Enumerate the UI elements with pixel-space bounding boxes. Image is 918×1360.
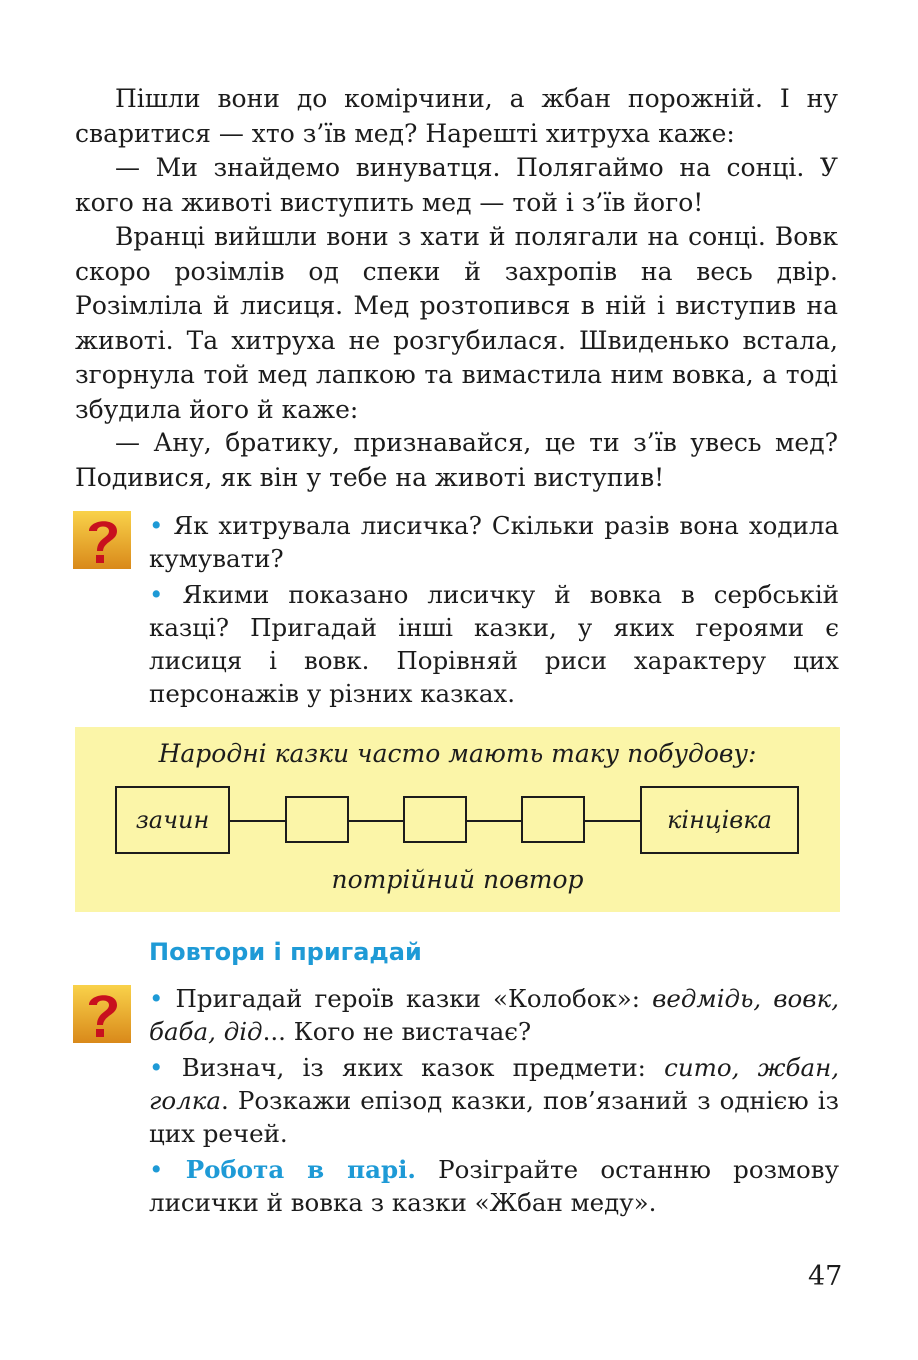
question-item: • Визнач, із яких казок предмети: сито, жбан, голка. Розкажи епізод казки, пов’язаний з однією із цих речей. bbox=[149, 1053, 839, 1148]
section-heading: Повтори і пригадай bbox=[149, 938, 422, 966]
question-item: • Робота в парі. Розіграйте останню розмову лисички й вовка з казки «Жбан меду». bbox=[149, 1155, 839, 1217]
start-box: зачин bbox=[115, 786, 230, 854]
question-mark-icon bbox=[73, 511, 131, 569]
repeat-box-3 bbox=[521, 796, 585, 843]
connector-line bbox=[349, 820, 404, 822]
paragraph-3: Вранці вийшли вони з хати й полягали на сонці. Вовк скоро розімлів од спеки й захропів на весь двір. Розімліла й лисиця. Мед розтопився в ній і виступив на животі. Та хитруха не розгубилася. Швиденько встала, згорнула той мед лапкою та вимастила ним вовка, а тоді збудила його й каже: bbox=[75, 222, 838, 424]
pair-work-label: Робота в парі. bbox=[185, 1155, 416, 1184]
question-item: • Якими показано лисичку й вовка в сербській казці? Пригадай інші казки, у яких героями є лисиця і вовк. Порівняй риси характеру цих персонажів у різних казках. bbox=[149, 580, 840, 708]
repeat-box-2 bbox=[403, 796, 467, 843]
paragraph-4: — Ану, братику, признавайся, це ти з’їв увесь мед? Подивися, як він у тебе на животі виступив! bbox=[75, 428, 838, 492]
questions-block-2 bbox=[149, 982, 839, 1219]
end-box: кінцівка bbox=[640, 786, 799, 854]
questions-block-1 bbox=[149, 509, 839, 710]
diagram-title: Народні казки часто мають таку побудову: bbox=[158, 739, 757, 768]
connector-line bbox=[467, 820, 522, 822]
diagram-footer: потрійний повтор bbox=[331, 865, 584, 894]
question-item: • Як хитрувала лисичка? Скільки разів вона ходила кумувати? bbox=[149, 511, 839, 573]
connector-line bbox=[585, 820, 641, 822]
paragraph-2: — Ми знайдемо винуватця. Полягаймо на сонці. У кого на животі виступить мед — той і з’їв його! bbox=[75, 153, 838, 217]
connector-line bbox=[230, 820, 286, 822]
question-mark-icon bbox=[73, 985, 131, 1043]
paragraph-1: Пішли вони до комірчини, а жбан порожній. І ну сваритися — хто з’їв мед? Нарешті хитруха каже: bbox=[75, 84, 838, 148]
page-number: 47 bbox=[808, 1261, 843, 1292]
story-structure-box bbox=[75, 727, 840, 912]
question-item: • Пригадай героїв казки «Колобок»: ведмідь, вовк, баба, дід... Кого не вистачає? bbox=[149, 984, 839, 1046]
repeat-box-1 bbox=[285, 796, 349, 843]
